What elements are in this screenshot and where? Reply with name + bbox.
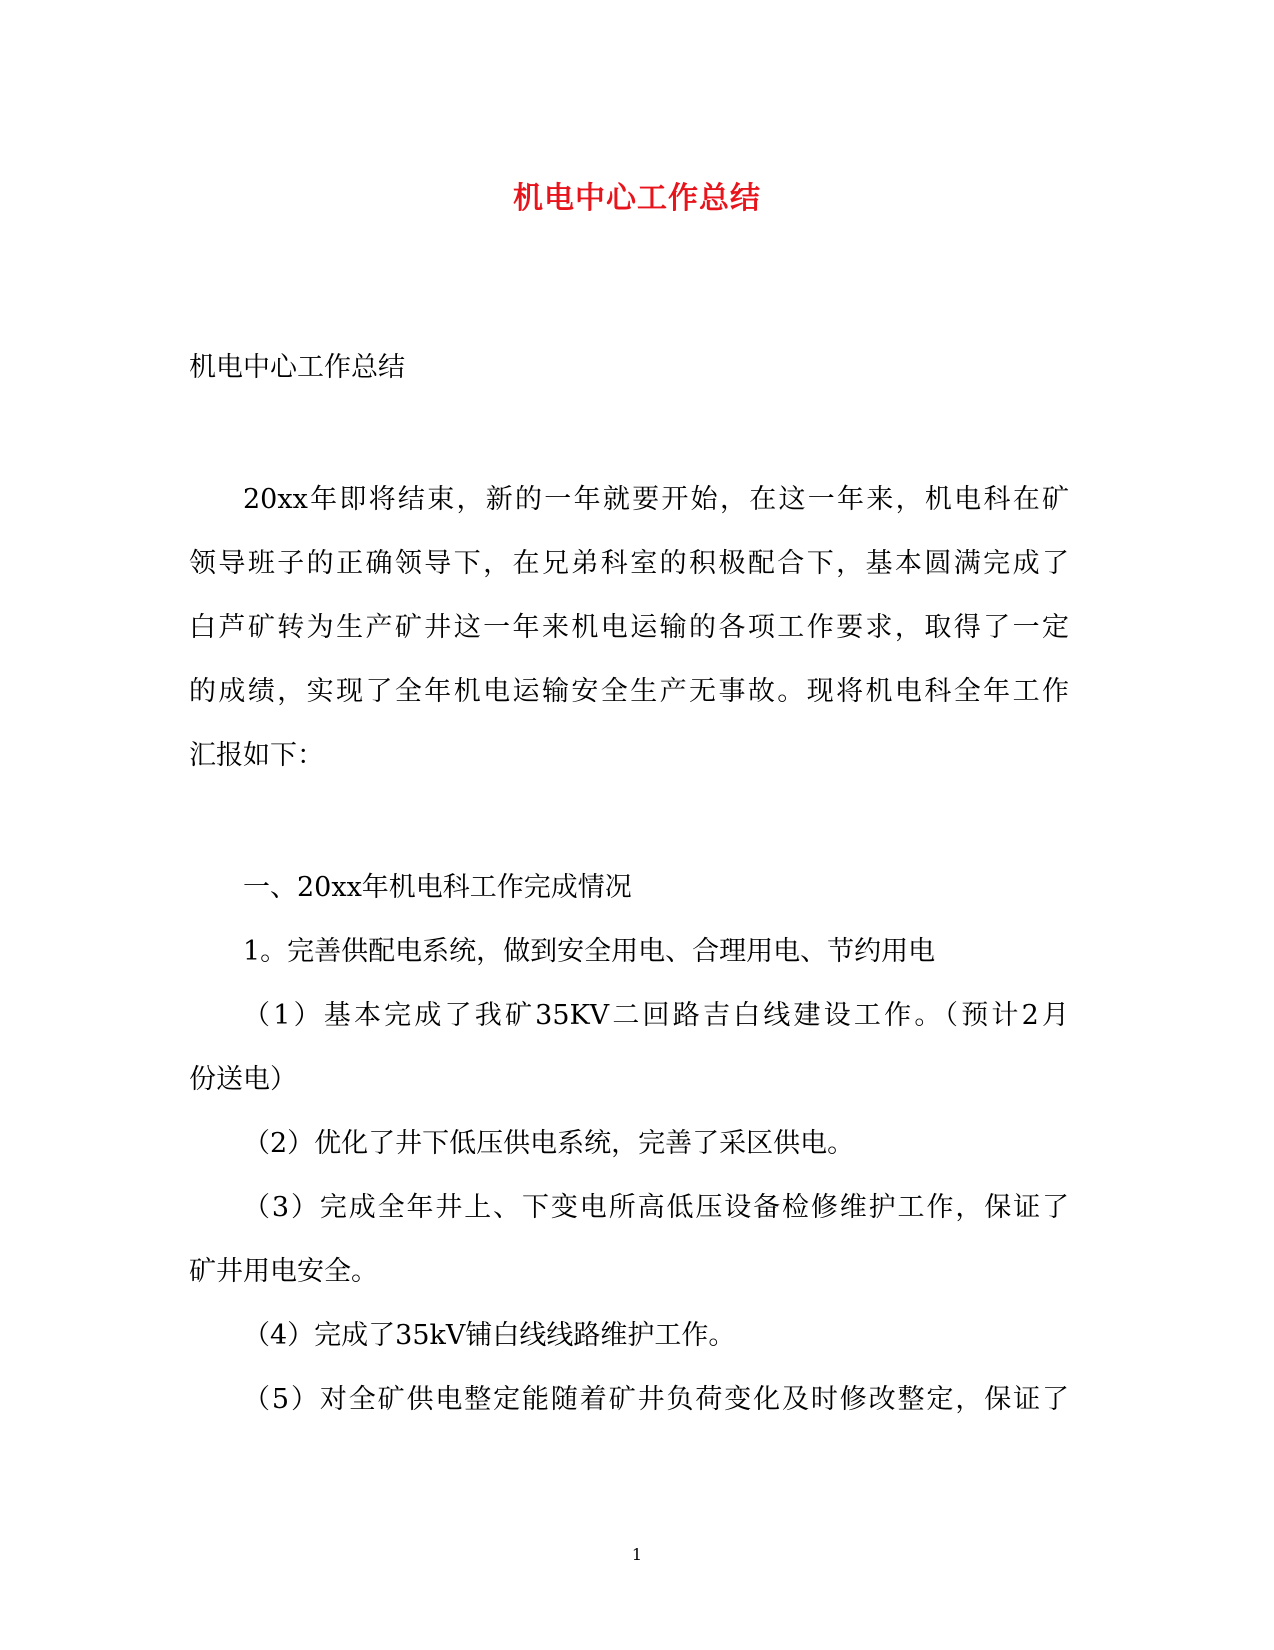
list-item: （1）基本完成了我矿35KV二回路吉白线建设工作。（预计2月 xyxy=(243,1000,1069,1031)
list-item-continuation: 份送电） xyxy=(189,1064,297,1095)
list-item: 1。完善供配电系统，做到安全用电、合理用电、节约用电 xyxy=(243,936,936,967)
document-subtitle: 机电中心工作总结 xyxy=(189,352,405,383)
section-heading: 一、20xx年机电科工作完成情况 xyxy=(243,872,632,903)
intro-line: 的成绩，实现了全年机电运输安全生产无事故。现将机电科全年工作 xyxy=(189,676,1069,707)
list-item: （3）完成全年井上、下变电所高低压设备检修维护工作，保证了 xyxy=(243,1192,1069,1223)
list-item: （4）完成了35kV铺白线线路维护工作。 xyxy=(243,1320,736,1351)
list-item: （2）优化了井下低压供电系统，完善了采区供电。 xyxy=(243,1128,855,1159)
page-number: 1 xyxy=(631,1545,643,1564)
document-title: 机电中心工作总结 xyxy=(513,181,761,216)
intro-line: 20xx年即将结束，新的一年就要开始，在这一年来，机电科在矿 xyxy=(243,484,1069,515)
intro-line: 汇报如下： xyxy=(189,740,324,771)
list-item: （5）对全矿供电整定能随着矿井负荷变化及时修改整定，保证了 xyxy=(243,1384,1069,1415)
list-item-continuation: 矿井用电安全。 xyxy=(189,1256,378,1287)
document-body xyxy=(189,348,1069,1444)
intro-line: 白芦矿转为生产矿井这一年来机电运输的各项工作要求，取得了一定 xyxy=(189,612,1069,643)
intro-line: 领导班子的正确领导下，在兄弟科室的积极配合下，基本圆满完成了 xyxy=(189,548,1069,579)
